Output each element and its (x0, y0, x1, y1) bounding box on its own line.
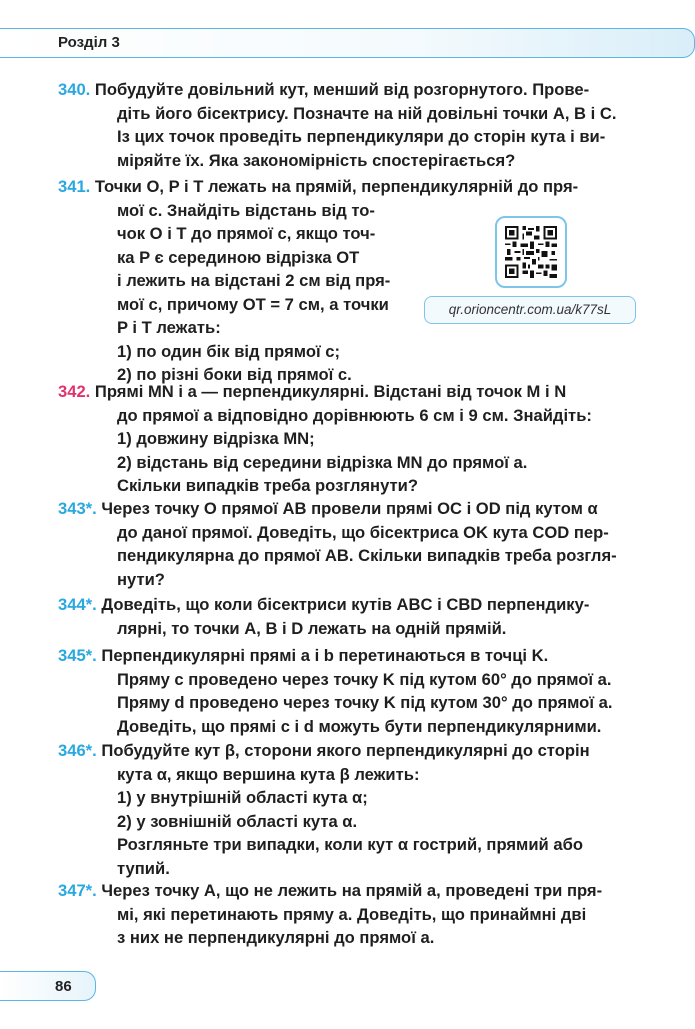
problem-line: Скільки випадків треба розглянути? (117, 476, 418, 495)
problem-343 (58, 497, 638, 591)
problem-number: 347*. (58, 881, 97, 900)
problem-number: 346*. (58, 741, 97, 760)
problem-line: тупий. (117, 858, 170, 878)
problem-line: чок O і T до прямої c, якщо точ- (117, 224, 376, 243)
qr-block (424, 216, 636, 324)
problem-line: Доведіть, що прямі c і d можуть бути перпендикулярними. (117, 716, 602, 736)
problem-line: 2) по різні боки від прямої c. (117, 365, 352, 384)
problem-line: діть його бісектрису. Позначте на ній довільні точки A, B і C. (117, 103, 617, 123)
problem-345 (58, 644, 638, 738)
problem-line: Побудуйте довільний кут, менший від розгорнутого. Прове- (94, 80, 590, 99)
section-header (0, 28, 695, 58)
problem-line: 2) у зовнішній області кута α. (117, 811, 358, 831)
problem-line: мі, які перетинають пряму a. Доведіть, що принаймні дві (117, 904, 587, 924)
qr-link[interactable]: qr.orioncentr.com.ua/k77sL (424, 296, 636, 324)
problem-line: Розгляньте три випадки, коли кут α гострий, прямий або (117, 835, 583, 854)
problem-line: 1) довжину відрізка MN; (117, 429, 315, 448)
problem-number: 345*. (58, 646, 97, 665)
problem-line: Через точку A, що не лежить на прямій a, проведені три пря- (101, 881, 603, 900)
problem-line: Перпендикулярні прямі a і b перетинаються в точці K. (101, 646, 549, 665)
problem-line: до даної прямої. Доведіть, що бісектриса OK кута COD пер- (117, 522, 609, 542)
problem-number: 343*. (58, 499, 97, 518)
problem-line: Доведіть, що коли бісектриси кутів ABC і CBD перпендику- (101, 595, 590, 614)
problem-346 (58, 739, 638, 880)
problem-line: міряйте їх. Яка закономірність спостерігається? (117, 150, 516, 170)
problem-line: P і T лежать: (117, 318, 221, 337)
problem-line: кута α, якщо вершина кута β лежить: (117, 764, 420, 784)
section-title: Розділ 3 (58, 34, 120, 51)
problem-line: мої c, причому OT = 7 см, а точки (117, 294, 389, 314)
problem-line: Побудуйте кут β, сторони якого перпендикулярні до сторін (101, 741, 590, 760)
problem-line: Точки O, P і T лежать на прямій, перпендикулярній до пря- (94, 177, 579, 196)
problem-line: пендикулярна до прямої AB. Скільки випадків треба розгля- (117, 546, 617, 565)
problem-line: з них не перпендикулярні до прямої a. (117, 928, 435, 947)
page-footer (0, 971, 96, 1001)
problem-number: 344*. (58, 595, 97, 614)
problem-line: Пряму d проведено через точку K під кутом 30° до прямої a. (117, 693, 613, 712)
problem-number: 340. (58, 80, 91, 99)
problem-line: Пряму c проведено через точку K під кутом 60° до прямої a. (117, 669, 612, 689)
problem-340 (58, 78, 638, 172)
problem-line: ка P є серединою відрізка OT (117, 247, 360, 267)
problem-number: 342. (58, 382, 91, 401)
qr-code-icon[interactable] (495, 216, 567, 288)
problem-line: мої c. Знайдіть відстань від то- (117, 200, 375, 220)
problem-line: 1) по один бік від прямої c; (117, 341, 340, 361)
problem-line: і лежить на відстані 2 см від пря- (117, 271, 391, 290)
problem-342 (58, 380, 638, 498)
problem-line: Через точку O прямої AB провели прямі OC і OD під кутом α (101, 499, 598, 518)
problem-347 (58, 879, 638, 950)
page-number: 86 (55, 978, 72, 995)
problem-line: Із цих точок проведіть перпендикуляри до сторін кута і ви- (117, 127, 606, 146)
problem-344 (58, 593, 638, 640)
problem-number: 341. (58, 177, 91, 196)
problem-line: 2) відстань від середини відрізка MN до прямої a. (117, 452, 528, 472)
problem-line: Прямі MN і a — перпендикулярні. Відстані від точок M і N (94, 382, 567, 401)
problem-line: нути? (117, 569, 165, 589)
problem-line: лярні, то точки A, B і D лежать на одній прямій. (117, 618, 507, 638)
problem-line: до прямої a відповідно дорівнюють 6 см і 9 см. Знайдіть: (117, 405, 592, 425)
problem-line: 1) у внутрішній області кута α; (117, 788, 368, 807)
